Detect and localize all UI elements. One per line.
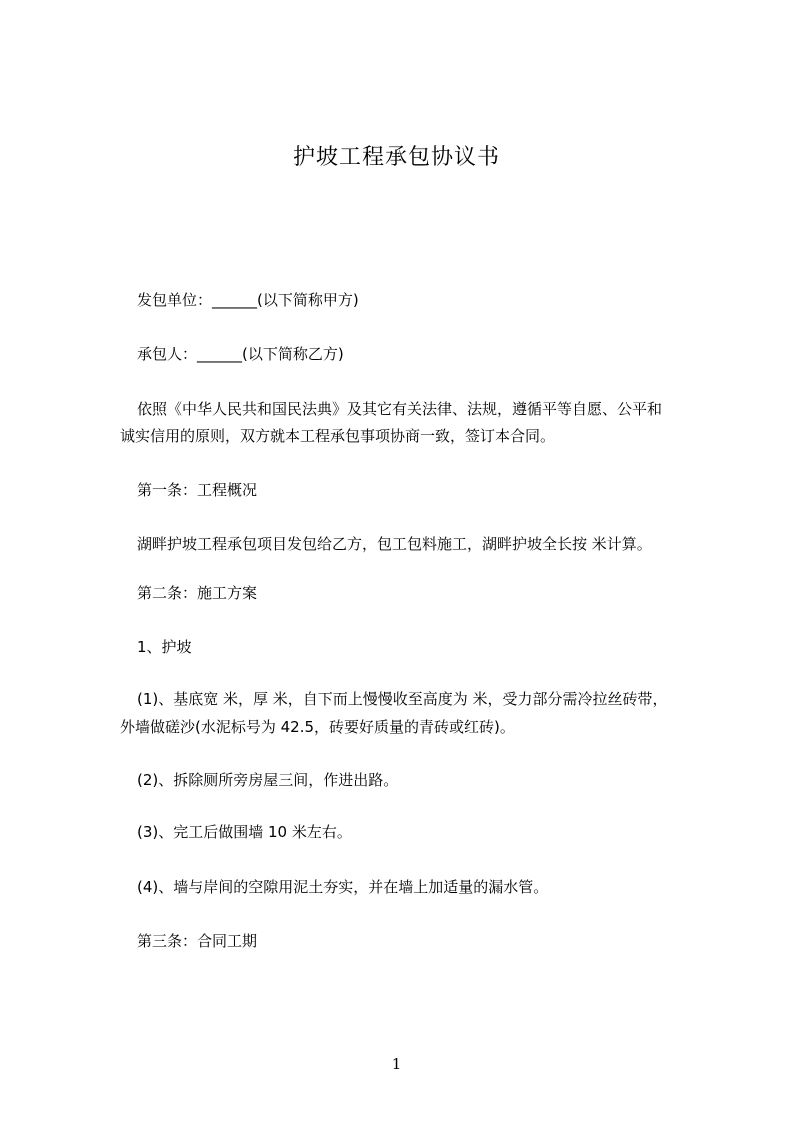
party-a-line: 发包单位：______(以下简称甲方) — [137, 291, 359, 309]
article-3-heading: 第三条：合同工期 — [137, 932, 258, 950]
subitem-2: (2)、拆除厕所旁房屋三间，作进出路。 — [137, 771, 399, 789]
page-number: 1 — [391, 1055, 402, 1073]
subitem-1-line-1: (1)、基底宽 米，厚 米，自下而上慢慢收至高度为 米，受力部分需冷拉丝砖带， — [137, 690, 668, 708]
subitem-4: (4)、墙与岸间的空隙用泥土夯实，并在墙上加适量的漏水管。 — [137, 878, 549, 896]
party-b-line: 承包人：______(以下简称乙方) — [137, 345, 344, 363]
subitem-3: (3)、完工后做围墙 10 米左右。 — [137, 823, 352, 841]
subitem-1-line-2: 外墙做磋沙(水泥标号为 42.5，砖要好质量的青砖或红砖)。 — [120, 718, 515, 736]
item-1-heading: 1、护坡 — [137, 638, 192, 656]
article-2-heading: 第二条：施工方案 — [137, 584, 258, 602]
preamble-line-2: 诚实信用的原则，双方就本工程承包事项协商一致，签订本合同。 — [120, 427, 556, 445]
preamble-line-1: 依照《中华人民共和国民法典》及其它有关法律、法规，遵循平等自愿、公平和 — [137, 400, 663, 418]
article-1-text: 湖畔护坡工程承包项目发包给乙方，包工包料施工，湖畔护坡全长按 米计算。 — [137, 535, 652, 553]
article-1-heading: 第一条：工程概况 — [137, 481, 258, 499]
document-title: 护坡工程承包协议书 — [292, 145, 500, 170]
